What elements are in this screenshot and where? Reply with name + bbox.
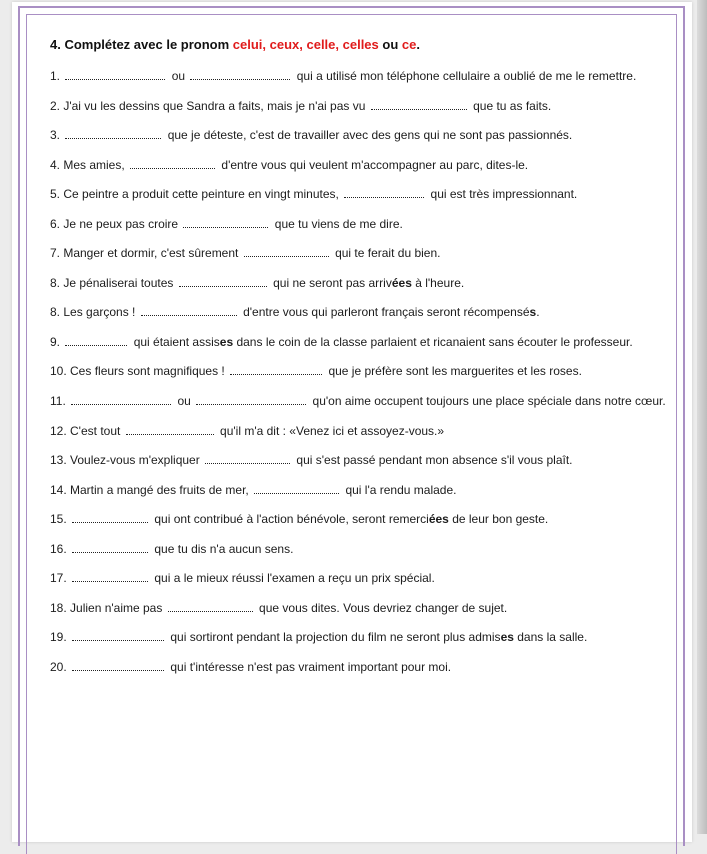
answer-blank[interactable] [344, 187, 424, 198]
answer-blank[interactable] [254, 483, 339, 494]
answer-blank[interactable] [65, 335, 127, 346]
exercise-item-18: 18. Julien n'aime pas que vous dites. Vous devriez changer de sujet. [50, 600, 508, 615]
exercise-item-13: 13. Voulez-vous m'expliquer qui s'est passé pendant mon absence s'il vous plaît. [50, 453, 573, 468]
answer-blank[interactable] [72, 630, 164, 641]
exercise-item-20: 20. qui t'intéresse n'est pas vraiment important pour moi. [50, 659, 452, 674]
exercise-item-1: 1. ou qui a utilisé mon téléphone cellulaire a oublié de me le remettre. [50, 69, 637, 83]
answer-blank[interactable] [130, 158, 215, 169]
exercise-list [50, 69, 680, 675]
exercise-content [50, 37, 680, 689]
exercise-item-9: 9. qui étaient assises dans le coin de la classe parlaient et ricanaient sans écouter le professeur. [50, 334, 633, 349]
exercise-item-8: 8. Je pénaliserai toutes qui ne seront pas arrivées à l'heure. [50, 275, 465, 290]
exercise-item-3: 3. que je déteste, c'est de travailler avec des gens qui ne sont pas passionnés. [50, 128, 573, 143]
exercise-item-7: 7. Manger et dormir, c'est sûrement qui te ferait du bien. [50, 246, 441, 261]
exercise-item-15: 15. qui ont contribué à l'action bénévole, seront remerciées de leur bon geste. [50, 512, 549, 527]
exercise-item-2: 2. J'ai vu les dessins que Sandra a faits, mais je n'ai pas vu que tu as faits. [50, 98, 552, 113]
answer-blank[interactable] [190, 69, 290, 80]
title-connector: ou [378, 37, 402, 52]
answer-blank[interactable] [244, 246, 329, 257]
exercise-item-11: 11. ou qu'on aime occupent toujours une place spéciale dans notre cœur. [50, 394, 666, 409]
exercise-item-4: 4. Mes amies, d'entre vous qui veulent m'accompagner au parc, dites-le. [50, 157, 529, 172]
title-prefix: 4. Complétez avec le pronom [50, 37, 233, 52]
answer-blank[interactable] [168, 601, 253, 612]
exercise-item-8b: 8. Les garçons ! d'entre vous qui parleront français seront récompensés. [50, 305, 540, 320]
answer-blank[interactable] [205, 453, 290, 464]
exercise-item-10: 10. Ces fleurs sont magnifiques ! que je préfère sont les marguerites et les roses. [50, 364, 582, 379]
answer-blank[interactable] [65, 128, 161, 139]
exercise-item-16: 16. que tu dis n'a aucun sens. [50, 541, 294, 556]
exercise-item-6: 6. Je ne peux pas croire que tu viens de me dire. [50, 216, 403, 231]
answer-blank[interactable] [72, 571, 148, 582]
answer-blank[interactable] [196, 394, 306, 405]
answer-blank[interactable] [71, 394, 171, 405]
exercise-item-14: 14. Martin a mangé des fruits de mer, qui l'a rendu malade. [50, 482, 457, 497]
exercise-item-12: 12. C'est tout qu'il m'a dit : «Venez ici et assoyez-vous.» [50, 423, 445, 438]
answer-blank[interactable] [65, 69, 165, 80]
answer-blank[interactable] [72, 660, 164, 671]
answer-blank[interactable] [72, 542, 148, 553]
exercise-item-19: 19. qui sortiront pendant la projection du film ne seront plus admises dans la salle. [50, 630, 588, 645]
answer-blank[interactable] [371, 99, 467, 110]
answer-blank[interactable] [179, 276, 267, 287]
title-pronouns: celui, ceux, celle, celles [232, 37, 379, 52]
answer-blank[interactable] [183, 217, 268, 228]
page-edge-shadow [697, 0, 707, 834]
answer-blank[interactable] [126, 424, 214, 435]
exercise-title [50, 37, 680, 52]
exercise-item-17: 17. qui a le mieux réussi l'examen a reçu un prix spécial. [50, 571, 435, 586]
answer-blank[interactable] [141, 305, 237, 316]
exercise-item-5: 5. Ce peintre a produit cette peinture en vingt minutes, qui est très impressionnant. [50, 187, 578, 202]
title-last-pronoun: ce [401, 37, 417, 52]
answer-blank[interactable] [72, 512, 148, 523]
title-end: . [416, 37, 420, 52]
answer-blank[interactable] [230, 364, 322, 375]
